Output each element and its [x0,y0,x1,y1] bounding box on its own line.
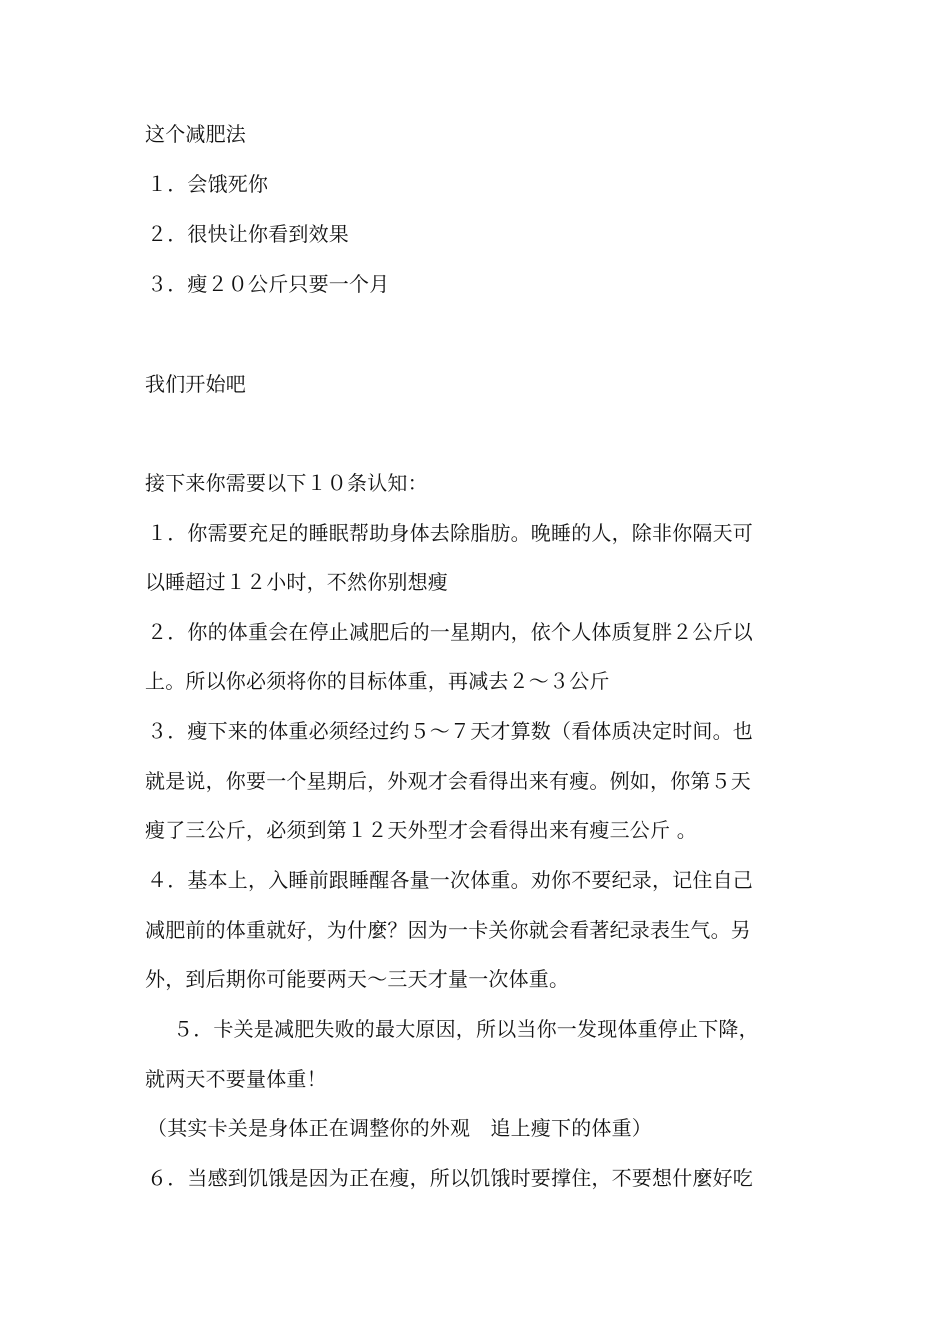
body-line: 外，到后期你可能要两天～三天才量一次体重。 [145,967,570,991]
intro-item: １．会饿死你 [147,172,269,196]
body-line: ３．瘦下来的体重必须经过约５～７天才算数（看体质决定时间。也 [147,719,753,743]
body-line: 就两天不要量体重！ [145,1067,327,1091]
body-line: 减肥前的体重就好，为什麼？因为一卡关你就会看著纪录表生气。另 [145,918,751,942]
body-line: 瘦了三公斤，必须到第１２天外型才会看得出来有瘦三公斤 。 [145,818,697,842]
intro-item: ３．瘦２０公斤只要一个月 [147,272,390,296]
body-line: 以睡超过１２小时，不然你别想瘦 [145,570,448,594]
section-heading: 接下来你需要以下１０条认知： [145,471,428,495]
body-line: ５．卡关是减肥失败的最大原因，所以当你一发现体重停止下降， [173,1017,759,1041]
body-line: 就是说，你要一个星期后，外观才会看得出来有瘦。例如，你第５天 [145,769,751,793]
body-line: ２．你的体重会在停止减肥后的一星期内，依个人体质复胖２公斤以 [147,620,753,644]
body-line: 上。所以你必须将你的目标体重，再减去２～３公斤 [145,669,610,693]
intro-item: ２．很快让你看到效果 [147,222,349,246]
body-line: （其实卡关是身体正在调整你的外观 追上瘦下的体重） [147,1116,652,1140]
body-line: ６．当感到饥饿是因为正在瘦，所以饥饿时要撑住，不要想什麼好吃 [147,1166,753,1190]
start-text: 我们开始吧 [145,372,246,396]
intro-title: 这个减肥法 [145,122,246,146]
body-line: ４．基本上，入睡前跟睡醒各量一次体重。劝你不要纪录，记住自己 [147,868,753,892]
body-line: １．你需要充足的睡眠帮助身体去除脂肪。晚睡的人，除非你隔天可 [147,521,753,545]
